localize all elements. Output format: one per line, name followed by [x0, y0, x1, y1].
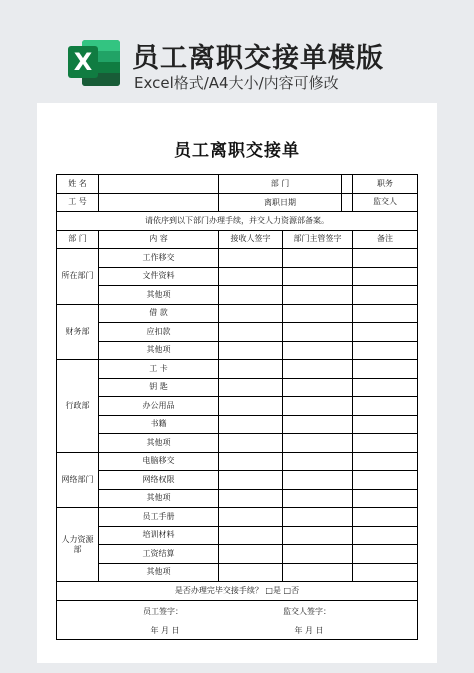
dept-cell: 网络部门	[57, 452, 99, 508]
remarks-cell[interactable]	[353, 323, 418, 342]
dept-cell: 人力资源部	[57, 508, 99, 582]
manager-sign-cell[interactable]	[283, 378, 353, 397]
manager-sign-cell[interactable]	[283, 489, 353, 508]
dept-cell: 行政部	[57, 360, 99, 453]
table-row	[57, 341, 418, 360]
table-row	[57, 489, 418, 508]
supervisor-sign-date: 年 月 日	[294, 625, 324, 635]
table-row	[57, 267, 418, 286]
dept-label: 部 门	[219, 175, 342, 193]
table-row	[57, 471, 418, 490]
remarks-cell[interactable]	[353, 452, 418, 471]
receiver-sign-cell[interactable]	[219, 378, 283, 397]
document-title: 员工离职交接单	[174, 141, 300, 161]
manager-sign-cell[interactable]	[283, 267, 353, 286]
excel-icon	[68, 38, 122, 88]
id-value[interactable]	[99, 193, 219, 212]
remarks-cell[interactable]	[353, 415, 418, 434]
position-label: 职务	[377, 179, 393, 188]
item-cell: 办公用品	[99, 397, 219, 416]
col-header-dept: 部 门	[57, 230, 99, 249]
receiver-sign-cell[interactable]	[219, 286, 283, 305]
remarks-cell[interactable]	[353, 341, 418, 360]
leave-date-label: 离职日期	[219, 194, 342, 212]
remarks-cell[interactable]	[353, 526, 418, 545]
manager-sign-cell[interactable]	[283, 286, 353, 305]
remarks-cell[interactable]	[353, 267, 418, 286]
template-subtitle: Excel格式/A4大小/内容可修改	[134, 74, 339, 92]
completion-row	[57, 582, 418, 601]
item-cell: 借 款	[99, 304, 219, 323]
supervisor-label: 监交人	[353, 193, 418, 212]
receiver-sign-cell[interactable]	[219, 415, 283, 434]
item-cell: 网络权限	[99, 471, 219, 490]
employee-sign-label: 员工签字：	[143, 606, 183, 616]
receiver-sign-cell[interactable]	[219, 434, 283, 453]
item-cell: 其他项	[99, 563, 219, 582]
receiver-sign-cell[interactable]	[219, 341, 283, 360]
manager-sign-cell[interactable]	[283, 434, 353, 453]
col-header-receiver: 接收人签字	[219, 230, 283, 249]
template-title: 员工离职交接单模版	[132, 43, 384, 74]
table-row	[57, 563, 418, 582]
remarks-cell[interactable]	[353, 508, 418, 527]
item-cell: 其他项	[99, 434, 219, 453]
instruction-text: 请依序到以下部门办理手续，并交人力资源部备案。	[57, 212, 418, 231]
item-cell: 书籍	[99, 415, 219, 434]
receiver-sign-cell[interactable]	[219, 267, 283, 286]
item-cell: 应扣款	[99, 323, 219, 342]
item-cell: 员工手册	[99, 508, 219, 527]
receiver-sign-cell[interactable]	[219, 397, 283, 416]
table-row	[57, 545, 418, 564]
remarks-cell[interactable]	[353, 397, 418, 416]
dept-cell: 财务部	[57, 304, 99, 360]
info-row-2	[57, 193, 418, 212]
remarks-cell[interactable]	[353, 434, 418, 453]
receiver-sign-cell[interactable]	[219, 304, 283, 323]
dept-cell: 所在部门	[57, 249, 99, 305]
manager-sign-cell[interactable]	[283, 341, 353, 360]
template-header	[0, 0, 474, 100]
table-row	[57, 286, 418, 305]
table-row	[57, 434, 418, 453]
column-header-row	[57, 230, 418, 249]
receiver-sign-cell[interactable]	[219, 471, 283, 490]
manager-sign-cell[interactable]	[283, 471, 353, 490]
receiver-sign-cell[interactable]	[219, 489, 283, 508]
receiver-sign-cell[interactable]	[219, 526, 283, 545]
item-cell: 培训材料	[99, 526, 219, 545]
table-row	[57, 452, 418, 471]
receiver-sign-cell[interactable]	[219, 508, 283, 527]
manager-sign-cell[interactable]	[283, 415, 353, 434]
receiver-sign-cell[interactable]	[219, 249, 283, 268]
remarks-cell[interactable]	[353, 378, 418, 397]
employee-sign-date: 年 月 日	[150, 625, 180, 635]
table-row	[57, 378, 418, 397]
instruction-row	[57, 212, 418, 231]
table-row	[57, 323, 418, 342]
remarks-cell[interactable]	[353, 489, 418, 508]
info-row-1	[57, 175, 418, 194]
manager-sign-cell[interactable]	[283, 249, 353, 268]
name-value[interactable]	[99, 175, 219, 194]
receiver-sign-cell[interactable]	[219, 323, 283, 342]
completion-question: 是否办理完毕交接手续？ □是 □否	[57, 582, 418, 601]
item-cell: 工作移交	[99, 249, 219, 268]
item-cell: 文件资料	[99, 267, 219, 286]
handover-table	[56, 174, 418, 640]
remarks-cell[interactable]	[353, 545, 418, 564]
signature-footer	[57, 600, 418, 639]
excel-letter-badge: X	[68, 46, 98, 78]
remarks-cell[interactable]	[353, 563, 418, 582]
col-header-content: 内 容	[99, 230, 219, 249]
receiver-sign-cell[interactable]	[219, 545, 283, 564]
item-cell: 其他项	[99, 341, 219, 360]
item-cell: 电脑移交	[99, 452, 219, 471]
item-cell: 工 卡	[99, 360, 219, 379]
manager-sign-cell[interactable]	[283, 323, 353, 342]
col-header-manager: 部门主管签字	[283, 230, 353, 249]
manager-sign-cell[interactable]	[283, 563, 353, 582]
item-cell: 其他项	[99, 286, 219, 305]
manager-sign-cell[interactable]	[283, 304, 353, 323]
leave-date-value[interactable]	[342, 194, 352, 212]
supervisor-sign-label: 监交人签字：	[283, 606, 331, 616]
table-row	[57, 415, 418, 434]
table-row	[57, 397, 418, 416]
col-header-remarks: 备注	[353, 230, 418, 249]
item-cell: 其他项	[99, 489, 219, 508]
table-row	[57, 508, 418, 527]
manager-sign-cell[interactable]	[283, 397, 353, 416]
item-cell: 工资结算	[99, 545, 219, 564]
receiver-sign-cell[interactable]	[219, 360, 283, 379]
table-row	[57, 526, 418, 545]
remarks-cell[interactable]	[353, 471, 418, 490]
dept-value[interactable]	[342, 175, 352, 193]
manager-sign-cell[interactable]	[283, 545, 353, 564]
remarks-cell[interactable]	[353, 360, 418, 379]
table-row	[57, 304, 418, 323]
remarks-cell[interactable]	[353, 249, 418, 268]
manager-sign-cell[interactable]	[283, 452, 353, 471]
manager-sign-cell[interactable]	[283, 508, 353, 527]
remarks-cell[interactable]	[353, 286, 418, 305]
receiver-sign-cell[interactable]	[219, 563, 283, 582]
manager-sign-cell[interactable]	[283, 526, 353, 545]
table-row	[57, 249, 418, 268]
id-label: 工 号	[57, 193, 99, 212]
name-label: 姓 名	[57, 175, 99, 194]
document-page	[37, 103, 437, 663]
item-cell: 钥 匙	[99, 378, 219, 397]
manager-sign-cell[interactable]	[283, 360, 353, 379]
remarks-cell[interactable]	[353, 304, 418, 323]
receiver-sign-cell[interactable]	[219, 452, 283, 471]
table-row	[57, 360, 418, 379]
